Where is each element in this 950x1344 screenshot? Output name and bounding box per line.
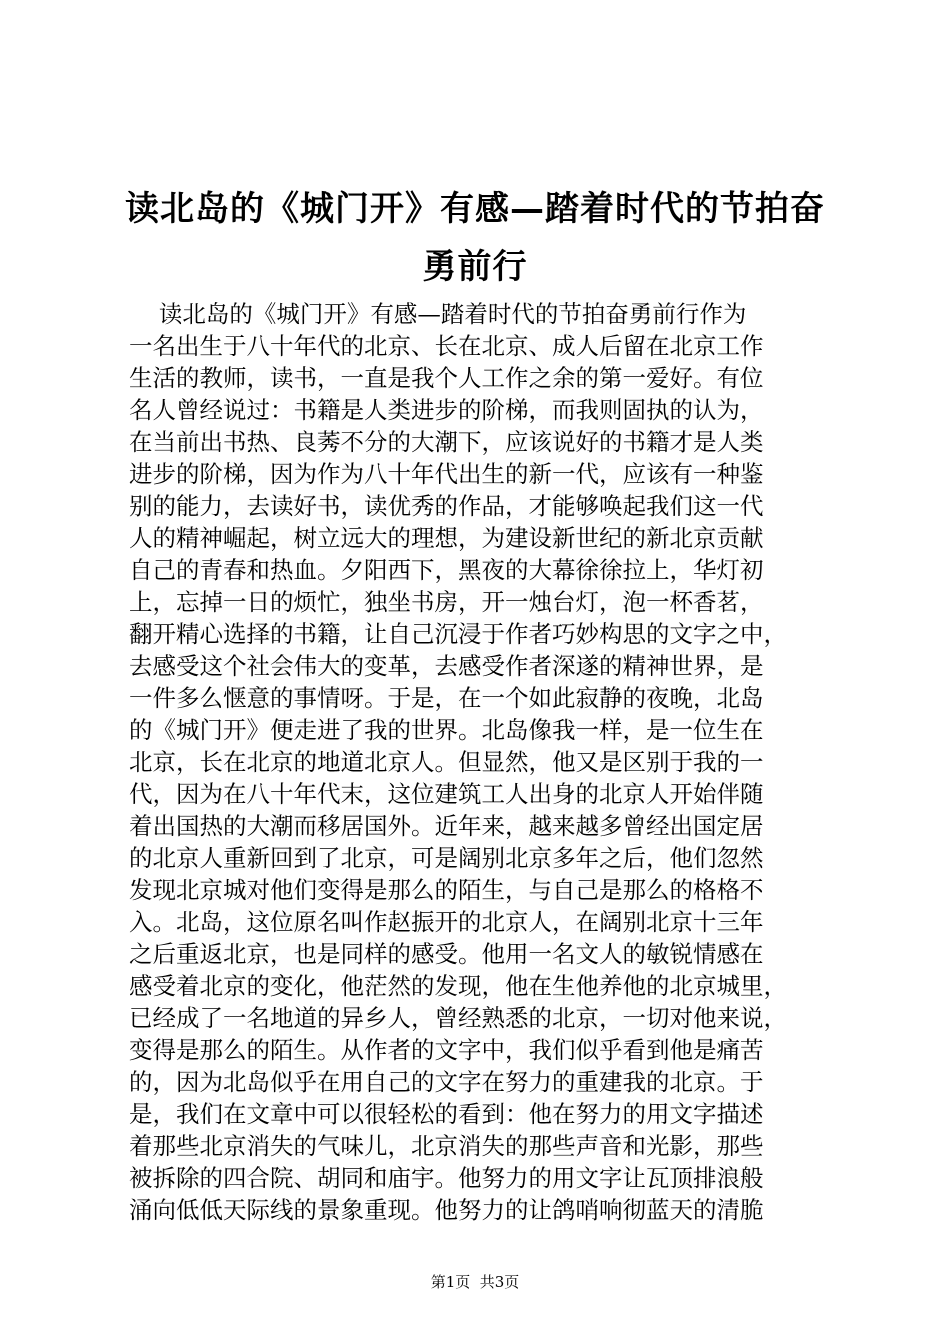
page-footer: 第1页 共3页 — [430, 1273, 520, 1291]
document-title: 读北岛的《城门开》有感—踏着时代的节拍奋 勇前行 — [125, 189, 825, 287]
document-body: 读北岛的《城门开》有感—踏着时代的节拍奋勇前行作为 一名出生于八十年代的北京、长在北京、成人后留在北京工作 生活的教师，读书，一直是我个人工作之余的第一爱好。有位 名人曾经说过：书籍是人类进步的阶梯，而我则固执的认为， 在当前出书热、良莠不分的大潮下，应该说好的书籍才是人类 进步的阶梯，因为作为八十年代出生的新一代，应该有一种鉴 别的能力，去读好书，读优秀的作品，才能够唤起我们这一代 人的精神崛起，树立远大的理想，为建设新世纪的新北京贡献 自己的青春和热血。夕阳西下，黑夜的大幕徐徐拉上，华灯初 上，忘掉一日的烦忙，独坐书房，开一烛台灯，泡一杯香茗， 翻开精心选择的书籍，让自己沉浸于作者巧妙构思的文字之中， 去感受这个社会伟大的变革，去感受作者深遂的精神世界，是 一件多么惬意的事情呀。于是，在一个如此寂静的夜晚，北岛 的《城门开》便走进了我的世界。北岛像我一样，是一位生在 北京，长在北京的地道北京人。但显然，他又是区别于我的一 代，因为在八十年代末，这位建筑工人出身的北京人开始伴随 着出国热的大潮而移居国外。近年来，越来越多曾经出国定居 的北京人重新回到了北京，可是阔别北京多年之后，他们忽然 发现北京城对他们变得是那么的陌生，与自己是那么的格格不 入。北岛，这位原名叫作赵振开的北京人，在阔别北京十三年 之后重返北京，也是同样的感受。他用一名文人的敏锐情感在 感受着北京的变化，他茫然的发现，他在生他养他的北京城里， 已经成了一名地道的异乡人，曾经熟悉的北京，一切对他来说， 变得是那么的陌生。从作者的文字中，我们似乎看到他是痛苦 的，因为北岛似乎在用自己的文字在努力的重建我的北京。于 是，我们在文章中可以很轻松的看到：他在努力的用文字描述 着那些北京消失的气味儿，北京消失的那些声音和光影，那些 被拆除的四合院、胡同和庙宇。他努力的用文字让瓦顶排浪般 涌向低低天际线的景象重现。他努力的让鸽哨响彻蓝天的清脆 — [129, 300, 787, 1224]
